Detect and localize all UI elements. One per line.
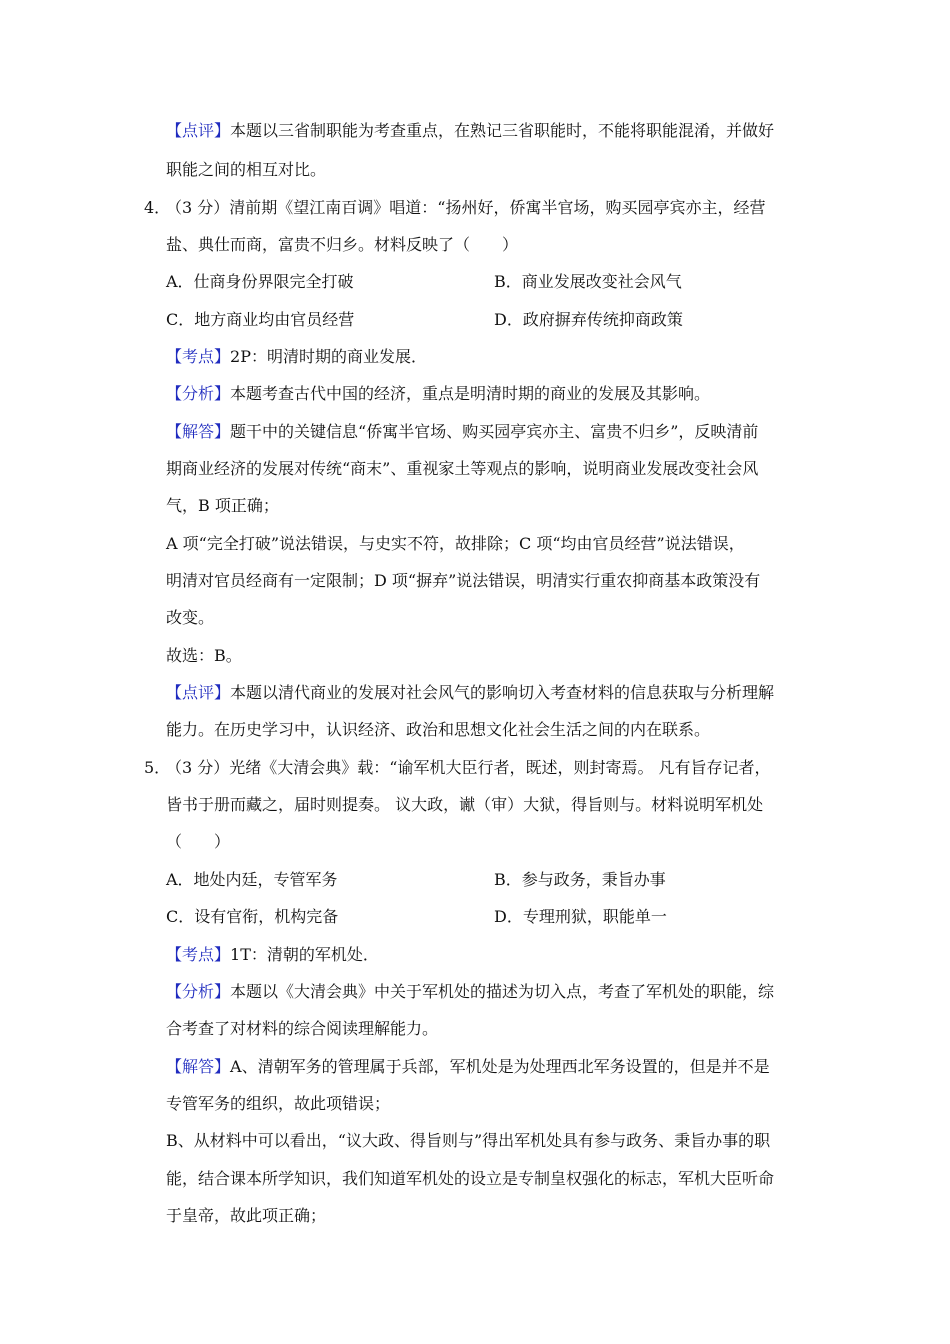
q4-option-c: C．地方商业均由官员经营 [166,310,355,329]
q4-jieda-line6: 改变。 [166,608,215,627]
q5-option-b: B．参与政务，秉旨办事 [494,870,666,889]
q4-jieda-line2: 期商业经济的发展对传统“商末”、重视家土等观点的影响，说明商业发展改变社会风 [166,459,759,478]
q5-jieda-text1: A、清朝军务的管理属于兵部，军机处是为处理西北军务设置的，但是并不是 [230,1057,770,1076]
q3-dianping-line1 [166,121,774,141]
q3-dianping-text1: 本题以三省制职能为考查重点，在熟记三省职能时，不能将职能混淆，并做好 [230,121,775,140]
kaodian-tag: 【考点】 [166,347,231,366]
q5-jieda-line4: 能，结合课本所学知识，我们知道军机处的设立是专制皇权强化的标志，军机大臣听命 [166,1169,775,1188]
q4-dianping-line1 [166,683,774,703]
q4-fenxi [166,384,710,404]
q5-stem-line1: （3 分）光绪《大清会典》载：“谕军机大臣行者，既述，则封寄焉。 凡有旨存记者， [166,758,771,777]
q5-jieda-line1 [166,1057,770,1077]
q5-fenxi-line1 [166,982,774,1002]
jieda-tag: 【解答】 [166,1057,231,1076]
q4-jieda-text1: 题干中的关键信息“侨寓半官场、购买园亭宾亦主、富贵不归乡”，反映清前 [230,422,759,441]
q4-jieda-line4: A 项“完全打破”说法错误，与史实不符，故排除；C 项“均由官员经营”说法错误， [166,534,745,553]
q4-number: 4． [144,198,171,217]
q5-jieda-line3: B、从材料中可以看出，“议大政、得旨则与”得出军机处具有参与政务、秉旨办事的职 [166,1131,771,1150]
q5-fenxi-text1: 本题以《大清会典》中关于军机处的描述为切入点，考查了军机处的职能，综 [230,982,775,1001]
q4-fenxi-text: 本题考查古代中国的经济，重点是明清时期的商业的发展及其影响。 [230,384,711,403]
jieda-tag: 【解答】 [166,422,231,441]
q5-fenxi-line2: 合考查了对材料的综合阅读理解能力。 [166,1019,439,1038]
q5-jieda-line2: 专管军务的组织，故此项错误； [166,1094,391,1113]
q5-option-d: D．专理刑狱，职能单一 [494,907,667,926]
q4-stem-line1: （3 分）清前期《望江南百调》唱道：“扬州好，侨寓半官场，购买园亭宾亦主，经营 [166,198,766,217]
q5-kaodian [166,945,379,965]
q4-kaodian [166,347,427,367]
q3-dianping-line2: 职能之间的相互对比。 [166,160,327,179]
fenxi-tag: 【分析】 [166,384,231,403]
q4-option-a: A．仕商身份界限完全打破 [166,272,354,291]
q5-option-c: C．设有官衔，机构完备 [166,907,339,926]
q5-option-a: A．地处内廷，专管军务 [166,870,338,889]
fenxi-tag: 【分析】 [166,982,231,1001]
q4-option-d: D．政府摒弃传统抑商政策 [494,310,683,329]
q4-dianping-text1: 本题以清代商业的发展对社会风气的影响切入考查材料的信息获取与分析理解 [230,683,775,702]
dianping-tag: 【点评】 [166,121,231,140]
q5-kaodian-text: 1T：清朝的军机处． [230,945,379,964]
q4-jieda-line1 [166,422,758,442]
q4-option-b: B．商业发展改变社会风气 [494,272,682,291]
dianping-tag: 【点评】 [166,683,231,702]
q4-dianping-line2: 能力。在历史学习中，认识经济、政治和思想文化社会生活之间的内在联系。 [166,720,711,739]
q5-stem-line3: （ ） [166,832,231,851]
q4-jieda-line5: 明清对官员经商有一定限制；D 项“摒弃”说法错误，明清实行重农抑商基本政策没有 [166,571,761,590]
q4-answer: 故选：B。 [166,646,242,665]
q5-jieda-line5: 于皇帝，故此项正确； [166,1206,327,1225]
q4-jieda-line3: 气，B 项正确； [166,496,279,515]
q4-kaodian-text: 2P：明清时期的商业发展． [230,347,427,366]
q5-number: 5． [144,758,171,777]
kaodian-tag: 【考点】 [166,945,231,964]
q5-stem-line2: 皆书于册而藏之，届时则提奏。 议大政，谳（审）大狱，得旨则与。材料说明军机处 [166,795,764,814]
q4-stem-line2: 盐、典仕而商，富贵不归乡。材料反映了（ ） [166,235,519,254]
